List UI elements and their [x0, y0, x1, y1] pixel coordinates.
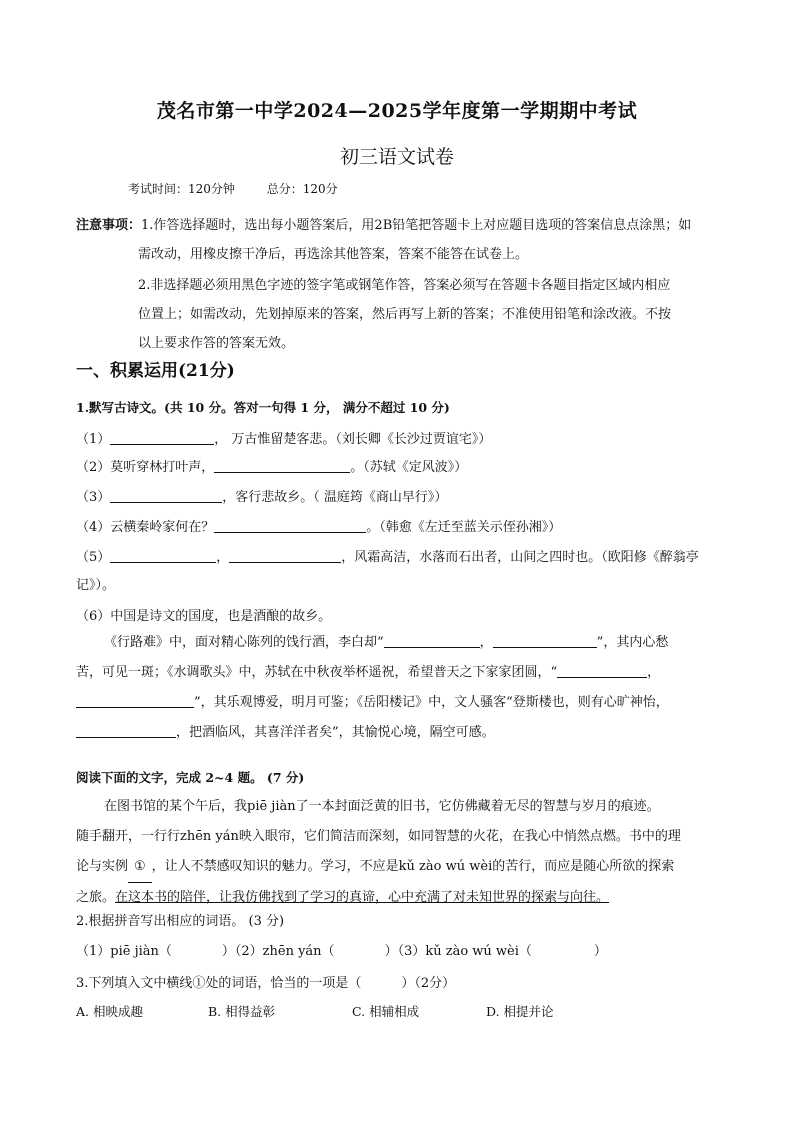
- blank-marker-1: ①: [128, 852, 152, 883]
- answer-blank[interactable]: [110, 488, 222, 503]
- question-2-items: （1）piē jiàn（ ）（2）zhēn yán（ ）（3）kǔ zào wú wèi（ ）: [76, 944, 607, 959]
- q1-line-4: （4）云横秦岭家何在？ 。（韩愈《左迁至蓝关示侄孙湘》）: [76, 520, 562, 535]
- q1-line-5-cont: 记》）。: [76, 578, 116, 593]
- q1-line-6: （6）中国是诗文的国度，也是酒酿的故乡。: [76, 609, 332, 624]
- notice-item1-a: 1.作答选择题时，选出每小题答案后，用2B铅笔把答题卡上对应题目选项的答案信息点涂黑；如: [141, 218, 692, 233]
- answer-blank[interactable]: [76, 723, 176, 738]
- answer-blank[interactable]: [76, 693, 194, 708]
- option-d[interactable]: D. 相提并论: [486, 1004, 554, 1019]
- option-c[interactable]: C. 相辅相成: [352, 1004, 420, 1019]
- q1-line-2: （2）莫听穿林打叶声， 。（苏轼《定风波》）: [76, 460, 468, 475]
- answer-blank[interactable]: [493, 633, 597, 648]
- q1-line-6-paragraph: 《行路难》中，面对精心陈列的饯行酒，李白却“ ， ”，其内心愁 苦，可见一斑；《水调歌头》中，苏轼在中秋夜举杯遥祝，希望普天之下家家团圆，“ ， ”，其乐观博爱，明月可鉴；《岳阳楼记》中，文人骚客“登斯楼也，则有心旷神怡， ，把酒临风，其喜洋洋者矣”，其愉悦心境，隔空可感。: [76, 635, 669, 740]
- answer-blank[interactable]: [110, 430, 214, 445]
- question-1-head: 1.默写古诗文。(共 10 分。答对一句得 1 分， 满分不超过 10 分): [76, 400, 450, 415]
- reading-head: 阅读下面的文字，完成 2~4 题。 (7 分): [76, 770, 305, 785]
- notice-item2-b: 位置上；如需改动，先划掉原来的答案，然后再写上新的答案；不准使用铅笔和涂改液。不按: [138, 307, 672, 322]
- notice-item2-a: 2.非选择题必须用黑色字迹的签字笔或钢笔作答，答案必须写在答题卡各题目指定区域内相应: [138, 278, 671, 293]
- question-3-head: 3.下列填入文中横线①处的词语，恰当的一项是（ ）（2分）: [76, 976, 456, 991]
- exam-title: 茂名市第一中学2024—2025学年度第一学期期中考试: [156, 100, 638, 122]
- exam-meta: [128, 180, 366, 197]
- question-2-head: 2.根据拼音写出相应的词语。 (3 分): [76, 914, 285, 929]
- answer-blank[interactable]: [214, 518, 366, 533]
- answer-blank[interactable]: [557, 663, 647, 678]
- answer-blank[interactable]: [229, 548, 341, 563]
- option-a[interactable]: A. 相映成趣: [76, 1004, 143, 1019]
- answer-blank[interactable]: [384, 633, 480, 648]
- underlined-sentence: 在这本书的陪伴，让我仿佛找到了学习的真谛，心中充满了对未知世界的探索与向往。: [115, 890, 610, 905]
- answer-blank[interactable]: [110, 548, 216, 563]
- option-b[interactable]: B. 相得益彰: [208, 1004, 276, 1019]
- exam-subtitle: 初三语文试卷: [339, 146, 454, 168]
- notice-item2-c: 以上要求作答的答案无效。: [138, 336, 295, 351]
- notice-label: 注意事项: [76, 218, 129, 233]
- notice-item1-b: 需改动，用橡皮擦干净后，再选涂其他答案，答案不能答在试卷上。: [138, 247, 529, 262]
- section-title: 一、积累运用(21分): [76, 361, 235, 381]
- exam-score: 总分：120分: [266, 182, 338, 196]
- notice-block: 注意事项：1.作答选择题时，选出每小题答案后，用2B铅笔把答题卡上对应题目选项的答案信息点涂黑；如 需改动，用橡皮擦干净后，再选涂其他答案，答案不能答在试卷上。 2.非选择题必须用黑色字迹的签字笔或钢笔作答，答案必须写在答题卡各题目指定区域内相应 位置上；如需改动，先划掉原来的答案，然后再写上新的答案；不准使用铅笔和涂改液。不按 以上要求作答的答案无效。: [76, 211, 726, 358]
- answer-blank[interactable]: [214, 458, 350, 473]
- q1-line-5: （5） ， ，风霜高洁，水落而石出者，山间之四时也。（欧阳修《醉翁亭: [76, 550, 699, 565]
- q1-line-1: （1） ， 万古惟留楚客悲。（刘长卿《长沙过贾谊宅》）: [76, 432, 492, 447]
- reading-passage: 在图书馆的某个午后，我piē jiàn了一本封面泛黄的旧书，它仿佛藏着无尽的智慧与岁月的痕迹。 随手翻开，一行行zhēn yán映入眼帘，它们简洁而深刻，如同智慧的火花，在我心中悄然点燃。书中的理 论与实例 ① ，让人不禁感叹知识的魅力。学习，不应是kǔ zào wú wèi的苦行，而应是随心所欲的探索 之旅。在这本书的陪伴，让我仿佛找到了学习的真谛，心中充满了对未知世界的探索与向往。: [76, 799, 681, 905]
- exam-time: 考试时间：120分钟: [128, 182, 235, 196]
- q1-line-3: （3） ，客行悲故乡。（ 温庭筠《商山早行》）: [76, 490, 448, 505]
